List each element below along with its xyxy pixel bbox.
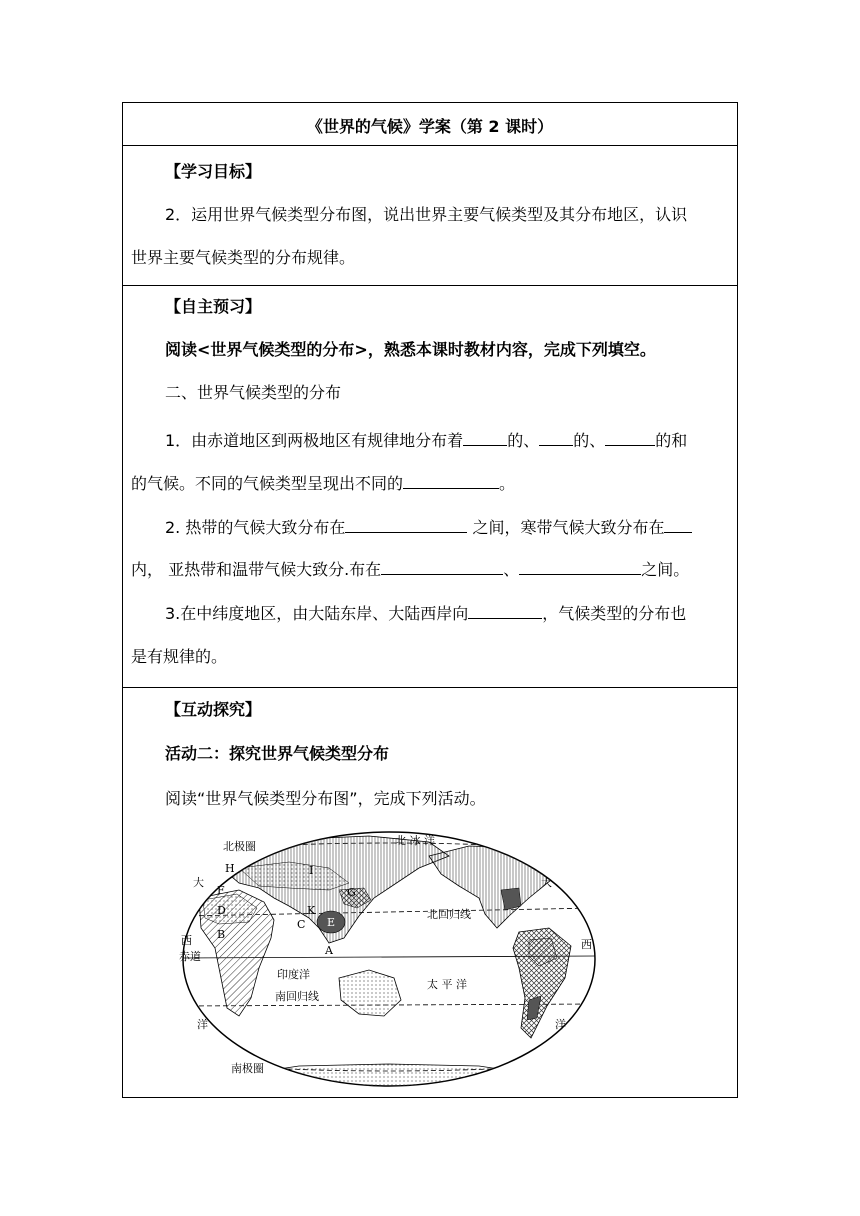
label-antarctic-circle: 南极圈: [231, 1062, 264, 1075]
label-da-right: 大: [541, 876, 552, 889]
label-letter-d: D: [217, 904, 226, 917]
activity-title: 活动二：探究世界气候类型分布: [165, 744, 390, 763]
label-letter-c: C: [297, 918, 306, 931]
question-1-line-2: [131, 471, 515, 494]
goals-line-2: 世界主要气候类型的分布规律。: [131, 248, 356, 267]
q1-text-f: 。: [499, 474, 516, 493]
label-arctic-circle: 北极圈: [223, 840, 256, 853]
label-xi-right: 西: [581, 938, 592, 951]
worksheet-table: [122, 102, 738, 1098]
q2-text-c: 内， 亚热带和温带气候大致分.布在: [131, 560, 382, 579]
title-row: [122, 102, 738, 145]
question-1-line-1: [165, 428, 687, 451]
q2-blank-3[interactable]: [381, 560, 503, 575]
label-letter-f: F: [217, 884, 225, 897]
preview-instruction: 阅读<世界气候类型的分布>，熟悉本课时教材内容，完成下列填空。: [165, 340, 656, 359]
label-arctic-ocean: 北 冰 洋: [395, 834, 435, 847]
q2-text-b: 之间，寒带气候大致分布在: [467, 518, 665, 537]
label-letter-i: I: [309, 864, 314, 877]
q1-blank-4[interactable]: [403, 474, 499, 489]
label-equator: 赤道: [179, 950, 201, 963]
q1-text-b: 的、: [507, 431, 540, 450]
interactive-explore-section: [122, 687, 738, 1098]
q2-blank-1[interactable]: [345, 518, 467, 533]
q3-text-a: 3.在中纬度地区，由大陆东岸、大陆西岸向: [165, 604, 469, 623]
label-letter-h: H: [225, 862, 235, 875]
label-tropic-capricorn: 南回归线: [275, 990, 319, 1003]
q2-text-e: 之间。: [641, 560, 690, 579]
q1-text-a: 1．由赤道地区到两极地区有规律地分布着: [165, 431, 464, 450]
q3-text-b: ，气候类型的分布也: [542, 604, 687, 623]
q1-blank-2[interactable]: [539, 431, 573, 446]
explore-heading: 【互动探究】: [165, 700, 262, 719]
activity-instruction: 阅读“世界气候类型分布图”，完成下列活动。: [165, 789, 486, 808]
question-3-line-2: 是有规律的。: [131, 647, 228, 666]
q2-text-d: 、: [503, 560, 520, 579]
label-letter-a: A: [325, 944, 333, 957]
label-indian-ocean: 印度洋: [277, 968, 310, 981]
self-preview-section: [122, 285, 738, 687]
preview-section-title: 二、世界气候类型的分布: [165, 383, 342, 402]
label-yang-right: 洋: [555, 1018, 566, 1031]
label-letter-g: G: [347, 886, 356, 899]
goals-heading: 【学习目标】: [165, 162, 262, 181]
q1-text-e: 的气候。不同的气候类型呈现出不同的: [131, 474, 404, 493]
goals-line-1: 2．运用世界气候类型分布图，说出世界主要气候类型及其分布地区，认识: [165, 205, 688, 224]
q2-text-a: 2. 热带的气候大致分布在: [165, 518, 346, 537]
label-tropic-cancer: 北回归线: [427, 908, 471, 921]
label-pacific-ocean: 太 平 洋: [427, 978, 467, 991]
q2-blank-4[interactable]: [519, 560, 641, 575]
label-letter-e: E: [327, 916, 336, 929]
q1-blank-1[interactable]: [463, 431, 507, 446]
q1-blank-3[interactable]: [605, 431, 655, 446]
world-climate-map: [179, 828, 599, 1090]
label-xi-left: 西: [181, 934, 192, 947]
q1-text-c: 的、: [573, 431, 606, 450]
preview-heading: 【自主预习】: [165, 297, 262, 316]
learning-goals-section: [122, 145, 738, 285]
label-letter-k: K: [307, 904, 316, 917]
label-yang-left: 洋: [197, 1018, 208, 1031]
question-2-line-2: [131, 557, 689, 580]
q1-text-d: 的和: [655, 431, 688, 450]
question-2-line-1: [165, 515, 692, 538]
label-letter-b: B: [217, 928, 226, 941]
worksheet-title: 《世界的气候》学案（第 2 课时）: [306, 117, 554, 136]
label-da-left: 大: [193, 876, 204, 889]
question-3-line-1: [165, 601, 686, 624]
q3-blank-1[interactable]: [468, 604, 542, 619]
q2-blank-2[interactable]: [664, 518, 692, 533]
